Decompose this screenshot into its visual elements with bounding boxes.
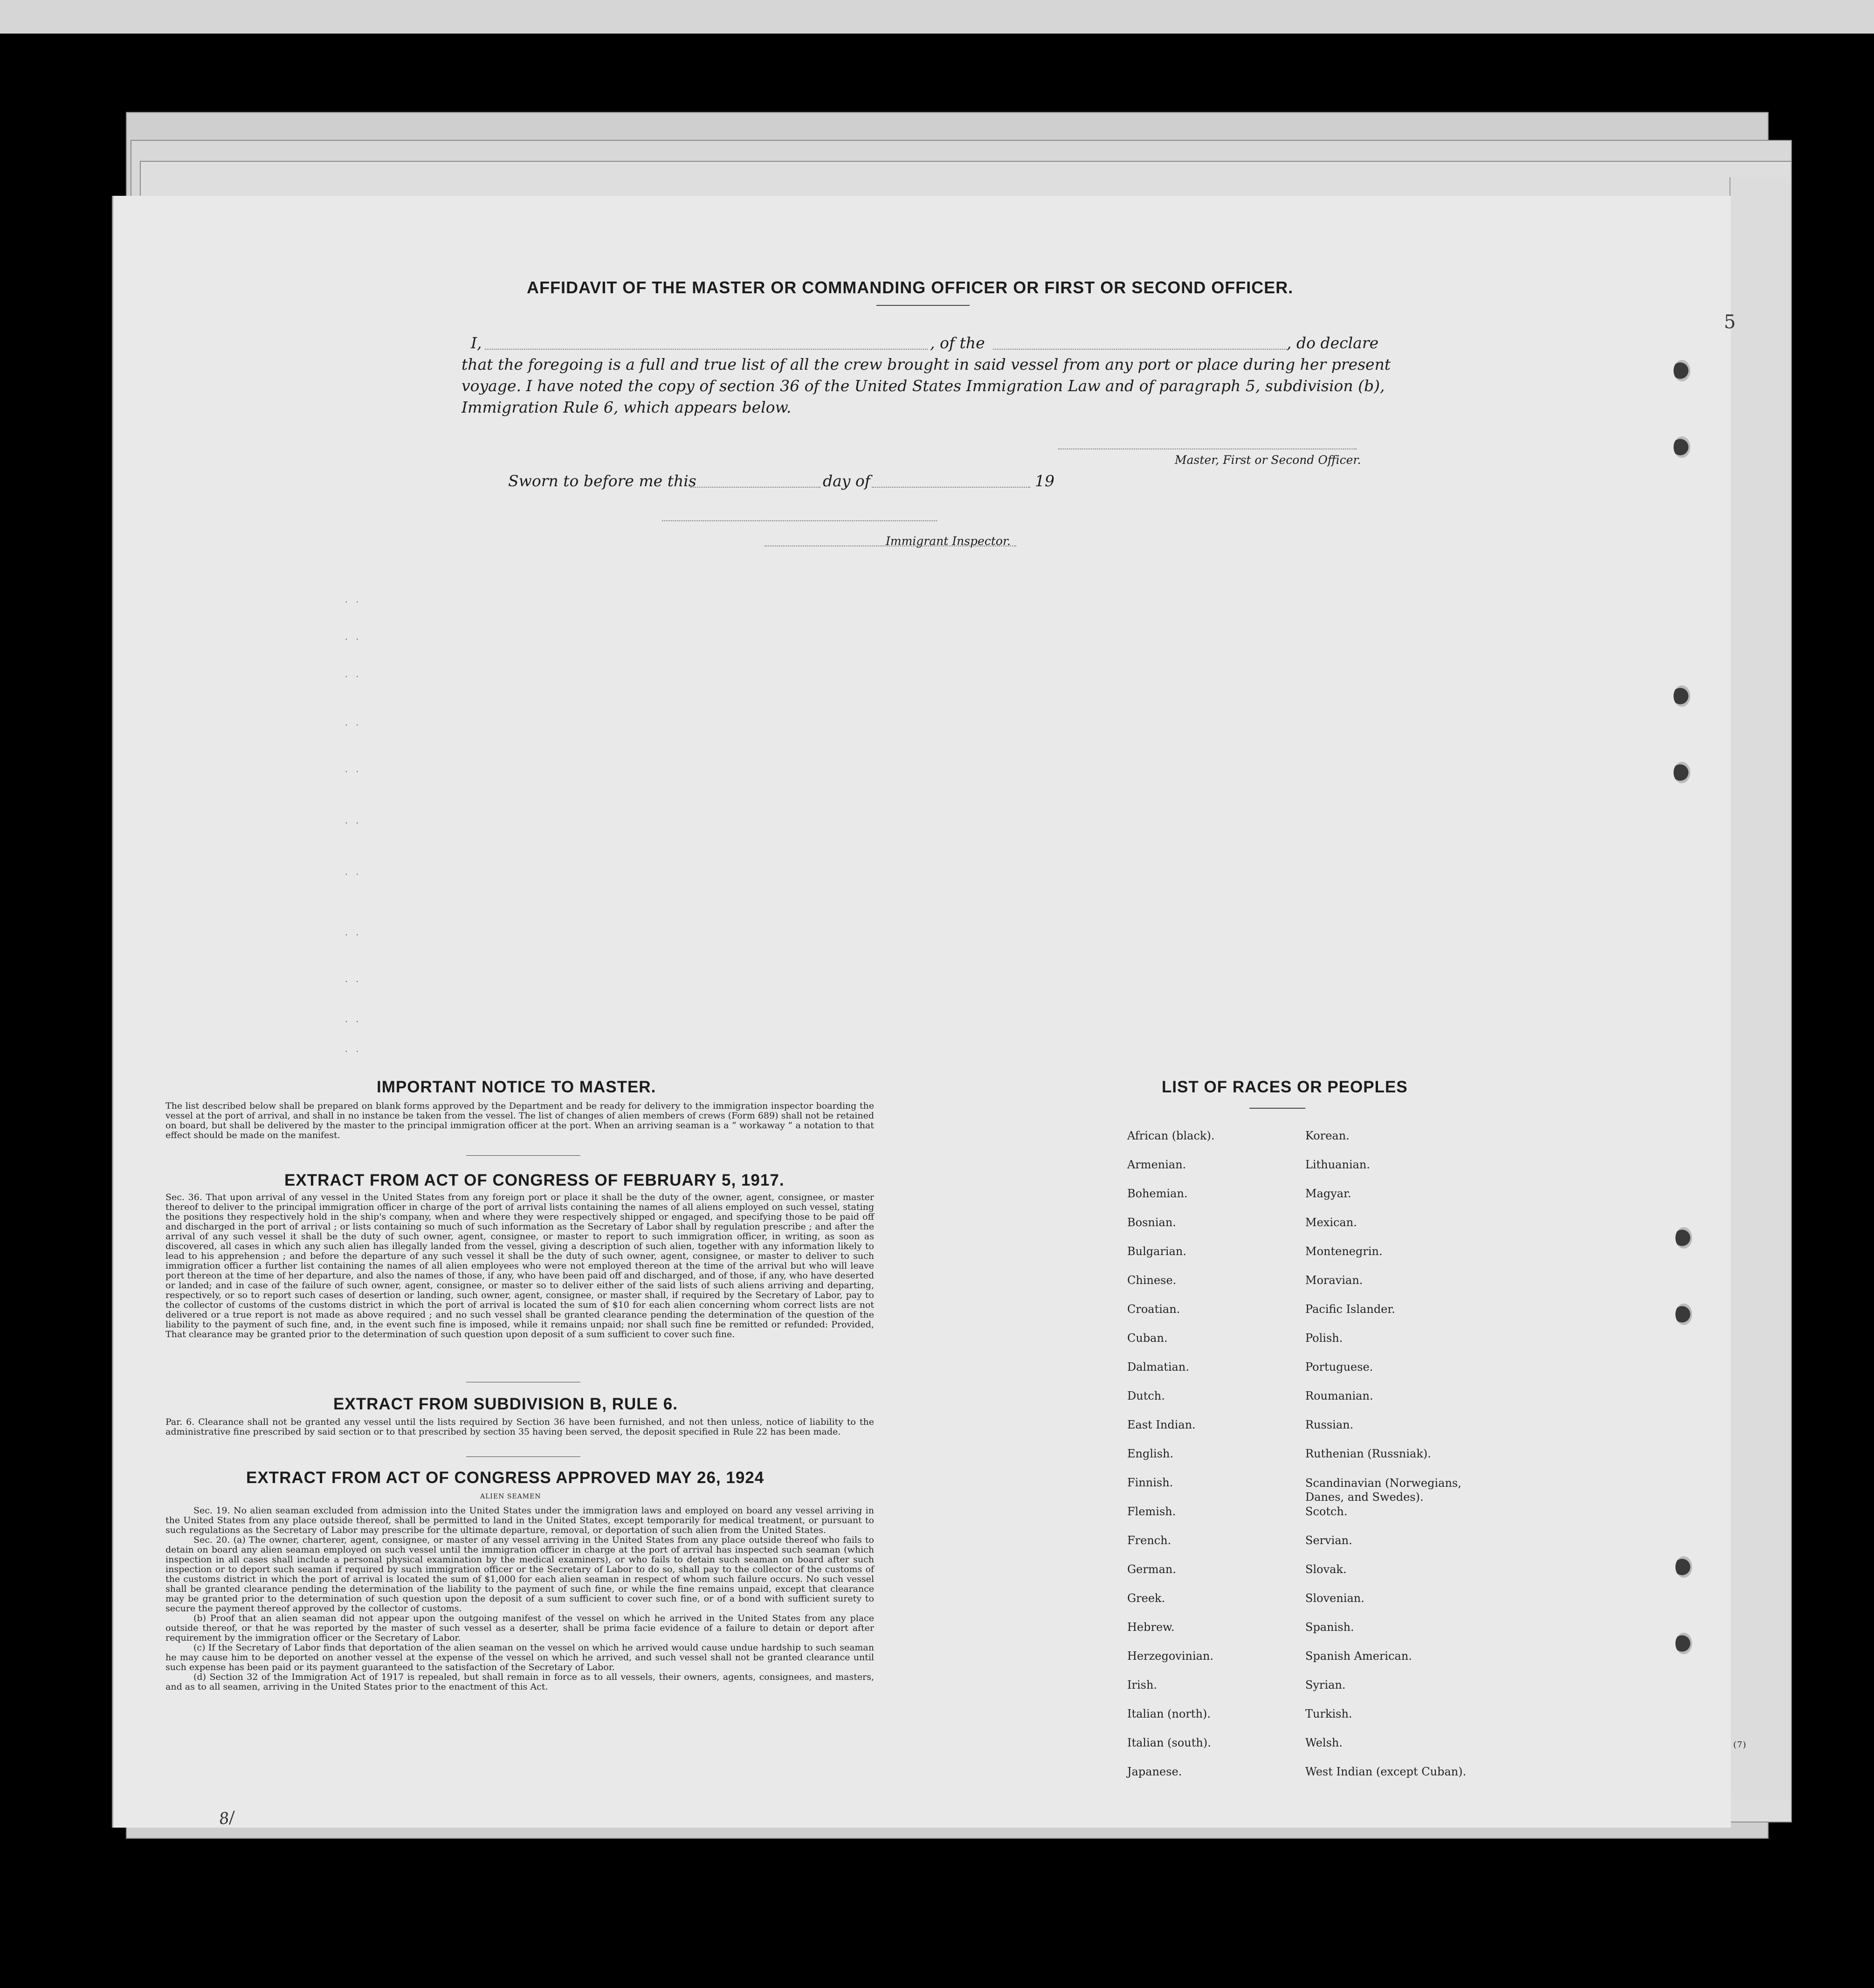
race-item: Servian. xyxy=(1305,1534,1352,1547)
race-item: Bosnian. xyxy=(1127,1216,1176,1229)
race-item: Mexican. xyxy=(1305,1216,1357,1229)
notice-title: IMPORTANT NOTICE TO MASTER. xyxy=(377,1078,656,1096)
race-item: Polish. xyxy=(1305,1332,1343,1345)
punch-hole xyxy=(1674,685,1690,707)
race-item: Moravian. xyxy=(1305,1274,1363,1287)
master-caption: Master, First or Second Officer. xyxy=(1175,453,1361,467)
race-item: Finnish. xyxy=(1127,1476,1173,1489)
extract-1917-body: Sec. 36. That upon arrival of any vessel in the United States from any foreign port or place it shall be the duty of the owner, agent, consignee, or master thereof to deliver to the principal immigration officer in charge of the port of arrival lists containing the names of all aliens employed on such vessel, stating the positions they respectively hold in the ship's company, when and where they were respectively shipped or engaged, and specifying those to be paid off and discharged in the port of arrival ; or lists containing so much of such information as the Secretary of Labor shall by regulation prescribe ; and after the arrival of any such vessel it shall be the duty of such owner, agent, consignee, or master to report to such immigration officer, in writing, as soon as discovered, all cases in which any such alien has illegally landed from the vessel, giving a description of such alien, together with any information likely to lead to his apprehension ; and before the departure of any such vessel it shall be the duty of such owner, agent, consignee, or master to deliver to such immigration officer a further list containing the names of all alien employees who were not employed thereon at the time of the arrival but who will leave port thereon at the time of her departure, and also the names of those, if any, who have been paid off and discharged, and of those, if any, who have deserted or landed; and in case of the failure of such owner, agent, consignee, or master so to deliver either of the said lists of such aliens arriving and departing, respectively, or so to report such cases of desertion or landing, such owner, agent, consignee, or master shall, if required by the Secretary of Labor, pay to the collector of customs of the customs district in which the port of arrival is located the sum of $10 for each alien concerning whom correct lists are not delivered or a true report is not made as above required ; and no such vessel shall be granted clearance pending the determination of the question of the liability to the payment of such fine, and, in the event such fine is imposed, while it remains unpaid; nor shall such fine be remitted or refunded: Provided, That clearance may be granted prior to the determination of such question upon deposit of a sum sufficient to cover such fine. xyxy=(165,1192,874,1339)
extract-1924-title: EXTRACT FROM ACT OF CONGRESS APPROVED MAY 26, 1924 xyxy=(246,1469,765,1487)
race-item: Roumanian. xyxy=(1305,1389,1373,1402)
section-20a-text: Sec. 20. (a) The owner, charterer, agent, consignee, or master of any vessel arriving in the United States from any place outside thereof who fails to detain on board any alien seaman employed on such vessel until the immigration officer in charge at the port of arrival has inspected such seaman (which inspection in all cases shall include a personal physical examination by the medical examiners), or who fails to detain such seaman on board after such inspection or to deport such seaman if required by such immigration officer or the Secretary of Labor to do so, shall pay to the collector of the customs of the customs district in which the port of arrival is located the sum of $1,000 for each alien seaman in respect of whom such failure occurs. No such vessel shall be granted clearance pending the determination of the liability to the payment of such fine, or while the fine remains unpaid, except that clearance may be granted prior to the determination of such question upon the deposit of a sum sufficient to cover such fine, or of a bond with sufficient surety to secure the payment thereof approved by the collector of customs. xyxy=(165,1535,874,1614)
row-mark: . . xyxy=(345,928,362,938)
race-item: Croatian. xyxy=(1127,1303,1180,1316)
row-mark: . . xyxy=(345,1015,362,1024)
race-item: Spanish. xyxy=(1305,1621,1354,1634)
punch-hole xyxy=(1675,1227,1692,1249)
race-item: Slovak. xyxy=(1305,1563,1347,1576)
race-item: Hebrew. xyxy=(1127,1621,1175,1634)
race-item: Dalmatian. xyxy=(1127,1360,1190,1374)
race-item: Irish. xyxy=(1127,1678,1157,1691)
punch-hole xyxy=(1675,1304,1692,1325)
extract-1924-subtitle: ALIEN SEAMEN xyxy=(480,1493,541,1500)
race-item: Montenegrin. xyxy=(1305,1245,1383,1258)
row-mark: . . xyxy=(345,670,362,679)
race-item: Pacific Islander. xyxy=(1305,1303,1395,1316)
punch-hole xyxy=(1674,436,1690,458)
day-blank xyxy=(690,487,820,488)
race-item: West Indian (except Cuban). xyxy=(1305,1765,1467,1778)
form-mark: (7) xyxy=(1733,1740,1747,1750)
title-underline xyxy=(876,305,970,306)
row-mark: . . xyxy=(345,867,362,877)
notice-body: The list described below shall be prepared on blank forms approved by the Department and be ready for delivery to the immigration inspector boarding the vessel at the port of arrival, and shall in no instance be taken from the vessel. The list of changes of alien members of crews (Form 689) shall not be retained on board, but shall be delivered by the master to the principal immigration officer at the port. When an arriving seaman is a “ workaway ” a notation to that effect should be made on the manifest. xyxy=(165,1101,874,1140)
punch-hole xyxy=(1674,360,1690,381)
month-blank xyxy=(872,487,1030,488)
handwritten-note: 8/ xyxy=(218,1808,236,1829)
punch-hole xyxy=(1674,762,1690,783)
page-number: 5 xyxy=(1724,311,1736,333)
race-item: East Indian. xyxy=(1127,1418,1196,1431)
row-mark: . . xyxy=(345,718,362,728)
race-item: Flemish. xyxy=(1127,1505,1176,1518)
row-mark: . . xyxy=(345,595,362,605)
race-item: Magyar. xyxy=(1305,1187,1351,1200)
scanner-top-strip xyxy=(0,0,1874,34)
affidavit-line-4: Immigration Rule 6, which appears below. xyxy=(462,398,792,416)
affidavit-line-3: voyage. I have noted the copy of section 36 of the United States Immigration Law and of paragraph 5, subdivision (b), xyxy=(462,377,1385,395)
year-text: 19 xyxy=(1035,472,1054,490)
row-mark: . . xyxy=(345,765,362,774)
extract-rule6-title: EXTRACT FROM SUBDIVISION B, RULE 6. xyxy=(333,1395,678,1413)
underlying-sheet-edge xyxy=(1729,177,1791,1800)
races-title: LIST OF RACES OR PEOPLES xyxy=(1162,1078,1408,1096)
race-item: Welsh. xyxy=(1305,1736,1343,1749)
extract-1924-body xyxy=(165,1506,874,1692)
section-20c-text: (c) If the Secretary of Labor finds that deportation of the alien seaman on the vessel on which he arrived would cause undue hardship to such seaman he may cause him to be deported on another vessel at the expense of the vessel on which he arrived, and such vessel shall not be granted clearance until such expense has been paid or its payment guaranteed to the satisfaction of the Secretary of Labor. xyxy=(165,1643,874,1672)
race-item: Spanish American. xyxy=(1305,1650,1412,1663)
race-item: Armenian. xyxy=(1127,1158,1186,1171)
row-mark: . . xyxy=(345,816,362,826)
sworn-text: Sworn to before me this xyxy=(508,472,696,490)
section-20d-text: (d) Section 32 of the Immigration Act of 1917 is repealed, but shall remain in force as to all vessels, their owners, agents, consignees, and masters, and as to all seamen, arriving in the United States prior to the enactment of this Act. xyxy=(165,1672,874,1692)
race-item: Herzegovinian. xyxy=(1127,1650,1214,1663)
race-item: Italian (south). xyxy=(1127,1736,1211,1749)
affidavit-of-the: , of the xyxy=(930,334,985,352)
race-item: Lithuanian. xyxy=(1305,1158,1371,1171)
vessel-blank xyxy=(993,349,1287,350)
extract-1917-title: EXTRACT FROM ACT OF CONGRESS OF FEBRUARY 5, 1917. xyxy=(284,1171,785,1189)
affidavit-declare: , do declare xyxy=(1287,334,1379,352)
races-title-underline xyxy=(1249,1108,1305,1109)
race-item: Turkish. xyxy=(1305,1707,1352,1720)
race-item: Scotch. xyxy=(1305,1505,1348,1518)
race-item: Greek. xyxy=(1127,1592,1165,1605)
race-item: English. xyxy=(1127,1447,1174,1460)
race-item: Italian (north). xyxy=(1127,1707,1211,1720)
section-divider xyxy=(466,1456,580,1457)
punch-hole xyxy=(1675,1556,1692,1578)
inspector-caption: Immigrant Inspector. xyxy=(886,534,1011,548)
section-20b-text: (b) Proof that an alien seaman did not appear upon the outgoing manifest of the vessel on which he arrived in the United States from any place outside thereof, or that he was reported by the master of such vessel as a deserter, shall be prima facie evidence of a failure to detain or deport after requirement by the immigration officer or the Secretary of Labor. xyxy=(165,1613,874,1643)
race-item: Russian. xyxy=(1305,1418,1354,1431)
race-item: Chinese. xyxy=(1127,1274,1177,1287)
section-19-text: Sec. 19. No alien seaman excluded from admission into the United States under the immigration laws and employed on board any vessel arriving in the United States from any place outside thereof, shall be permitted to land in the United States, except temporarily for medical treatment, or pursuant to such regulations as the Secretary of Labor may prescribe for the ultimate departure, removal, or deportation of such alien from the United States. xyxy=(165,1505,874,1535)
race-item: Portuguese. xyxy=(1305,1360,1373,1374)
race-item: African (black). xyxy=(1127,1129,1215,1142)
race-item: Dutch. xyxy=(1127,1389,1165,1402)
race-item: Scandinavian (Norwegians, Danes, and Swedes). xyxy=(1305,1477,1461,1504)
affidavit-i: I, xyxy=(471,334,482,352)
name-blank xyxy=(485,349,928,350)
affidavit-line-2: that the foregoing is a full and true list of all the crew brought in said vessel from any port or place during her present xyxy=(462,355,1391,373)
race-item: Cuban. xyxy=(1127,1332,1168,1345)
race-item: Korean. xyxy=(1305,1129,1350,1142)
race-item: Bohemian. xyxy=(1127,1187,1188,1200)
race-item: Japanese. xyxy=(1127,1765,1182,1778)
row-mark: . . xyxy=(345,1044,362,1054)
extract-rule6-body: Par. 6. Clearance shall not be granted any vessel until the lists required by Section 36 have been furnished, and not then unless, notice of liability to the administrative fine prescribed by said section or to that prescribed by section 35 having been served, the deposit specified in Rule 22 has been made. xyxy=(165,1417,874,1437)
section-divider xyxy=(466,1155,580,1156)
race-item: Ruthenian (Russniak). xyxy=(1305,1447,1431,1460)
race-item: Syrian. xyxy=(1305,1678,1346,1691)
row-mark: . . xyxy=(345,974,362,984)
race-item: French. xyxy=(1127,1534,1171,1547)
row-mark: . . xyxy=(345,632,362,642)
race-item: Slovenian. xyxy=(1305,1592,1364,1605)
day-of-text: day of xyxy=(823,472,871,490)
seal-line xyxy=(662,520,937,521)
race-item: German. xyxy=(1127,1563,1176,1576)
affidavit-title: AFFIDAVIT OF THE MASTER OR COMMANDING OFFICER OR FIRST OR SECOND OFFICER. xyxy=(527,278,1294,297)
punch-hole xyxy=(1675,1633,1692,1654)
race-item: Bulgarian. xyxy=(1127,1245,1186,1258)
